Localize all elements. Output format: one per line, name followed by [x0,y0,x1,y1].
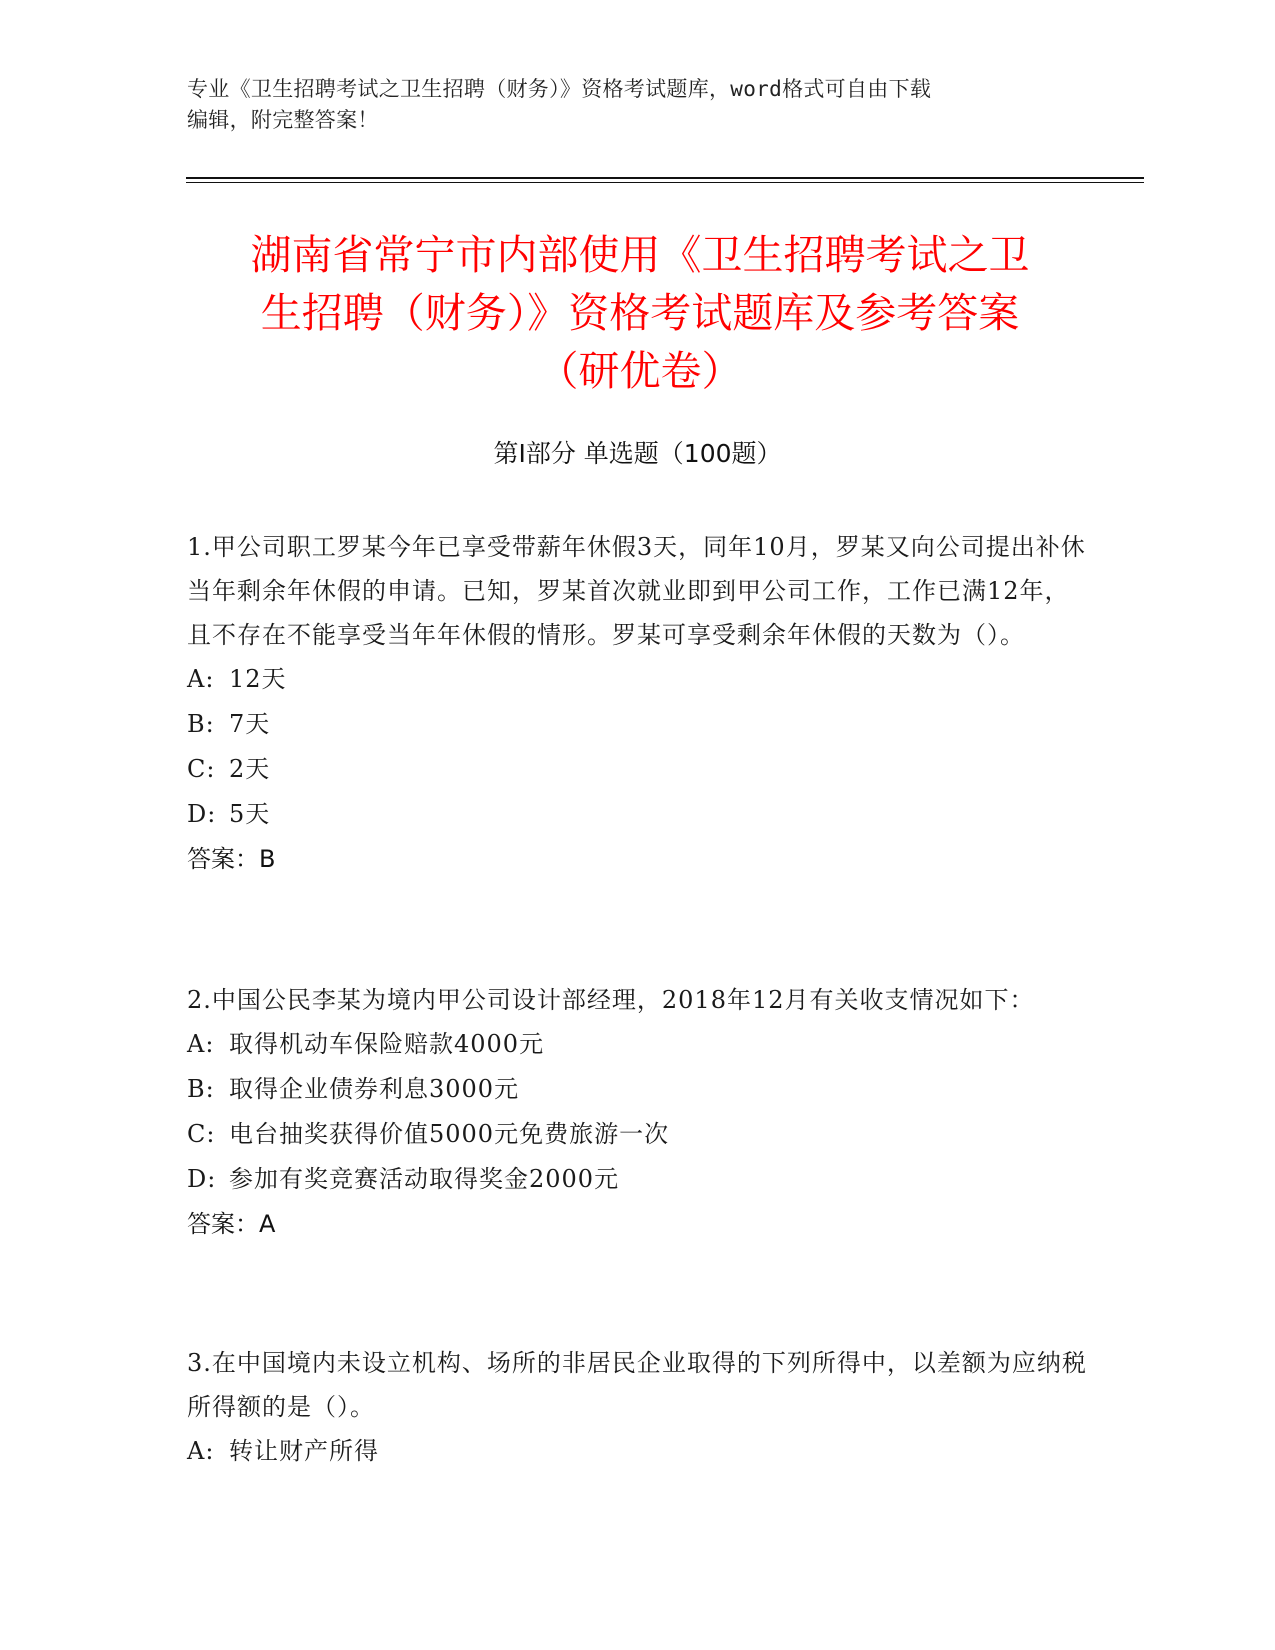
option-text: 取得机动车保险赔款4000元 [229,1030,545,1058]
option-b [187,1067,1087,1112]
option-b [187,702,1087,747]
option-text: 转让财产所得 [229,1437,379,1465]
answer-line: 答案：B [187,845,276,873]
option-c [187,1112,1087,1157]
option-a [187,1022,1087,1067]
option-text: 12天 [229,665,287,693]
option-key: C: [187,755,216,783]
option-text: 电台抽奖获得价值5000元免费旅游一次 [229,1120,670,1148]
header-note-line-2: 编辑，附完整答案！ [187,108,379,132]
option-text: 7天 [229,710,271,738]
header-note [187,74,1087,136]
document-title [160,226,1120,400]
option-key: A: [187,665,215,693]
document-title-line-3: （研优卷） [537,347,743,395]
question-stem: 2.中国公民李某为境内甲公司设计部经理，2018年12月有关收支情况如下： [187,986,1035,1014]
header-divider-thick [186,177,1144,179]
option-text: 2天 [229,755,271,783]
option-key: B: [187,1075,215,1103]
question-stem: 1.甲公司职工罗某今年已享受带薪年休假3天，同年10月，罗某又向公司提出补休当年剩余年休假的申请。已知，罗某首次就业即到甲公司工作，工作已满12年，且不存在不能享受当年年休假的情形。罗某可享受剩余年休假的天数为（）。 [187,533,1086,649]
question-2 [187,978,1087,1247]
option-a [187,1429,1087,1474]
option-d [187,792,1087,837]
header-note-line-1: 专业《卫生招聘考试之卫生招聘（财务）》资格考试题库，word格式可自由下载 [187,77,932,101]
header-divider-thin [186,182,1144,183]
option-key: C: [187,1120,216,1148]
answer-line: 答案：A [187,1210,276,1238]
option-key: B: [187,710,215,738]
option-c [187,747,1087,792]
question-1 [187,525,1087,882]
question-stem: 3.在中国境内未设立机构、场所的非居民企业取得的下列所得中，以差额为应纳税所得额的是（）。 [187,1349,1087,1421]
option-key: D: [187,800,217,828]
document-title-line-1: 湖南省常宁市内部使用《卫生招聘考试之卫 [250,231,1030,279]
option-d [187,1157,1087,1202]
option-text: 取得企业债券利息3000元 [229,1075,520,1103]
option-key: D: [187,1165,217,1193]
option-key: A: [187,1030,215,1058]
question-3 [187,1341,1087,1474]
option-key: A: [187,1437,215,1465]
option-text: 5天 [229,800,271,828]
option-text: 参加有奖竞赛活动取得奖金2000元 [229,1165,620,1193]
section-heading: 第Ⅰ部分 单选题（100题） [493,439,782,468]
option-a [187,657,1087,702]
document-title-line-2: 生招聘（财务）》资格考试题库及参考答案 [260,289,1020,337]
